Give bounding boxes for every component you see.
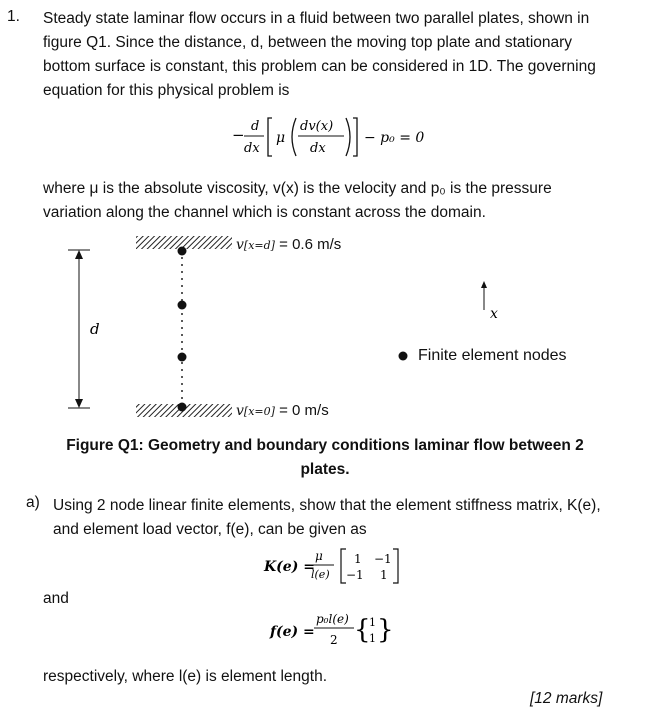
fe-node-2 — [178, 301, 187, 310]
closing-sentence: respectively, where l(e) is element length. — [43, 668, 328, 685]
stiffness-m12: −1 — [374, 552, 392, 566]
eq-mu: μ — [276, 130, 286, 146]
load-v1: 1 — [369, 616, 376, 629]
and-word: and — [43, 590, 69, 607]
load-frac-num: p₀l(e) — [316, 612, 349, 626]
load-brace-open: { — [354, 615, 371, 645]
stiffness-frac-den: l(e) — [311, 568, 330, 581]
part-a-label: a) — [26, 494, 40, 511]
part-a-text: Using 2 node linear finite elements, show that the element stiffness matrix, K(e), and element load vector, f(e), can be given as — [53, 497, 601, 538]
legend-label: Finite element nodes — [418, 347, 567, 364]
top-boundary-condition: v[x=d] = 0.6 m/s — [236, 236, 342, 253]
figure-caption-line2: plates. — [300, 461, 350, 478]
figure-caption-line1: Figure Q1: Geometry and boundary conditions laminar flow between 2 — [66, 437, 584, 454]
load-lhs: f(e) = — [270, 624, 315, 640]
load-brace-close: } — [377, 615, 394, 645]
bottom-boundary-condition: v[x=0] = 0 m/s — [236, 402, 329, 419]
definitions-paragraph: where μ is the absolute viscosity, v(x) is the velocity and p₀ is the pressure variation along the channel which is constant across the domain. — [43, 180, 552, 221]
x-axis-arrow-icon — [481, 281, 487, 288]
stiffness-equation — [262, 545, 412, 587]
figure-q1 — [60, 228, 620, 428]
fe-node-3 — [178, 353, 187, 362]
x-axis-label: x — [490, 306, 498, 322]
dimension-arrow-down-icon — [75, 399, 83, 408]
load-equation — [268, 606, 408, 652]
stiffness-frac-num: μ — [315, 549, 323, 563]
governing-equation-render — [230, 112, 430, 164]
governing-equation — [230, 112, 430, 162]
load-v2: 1 — [369, 632, 376, 645]
question-number: 1. — [7, 8, 20, 25]
stiffness-m11: 1 — [354, 552, 362, 566]
load-frac-den: 2 — [330, 633, 338, 647]
dimension-label: d — [90, 320, 100, 338]
eq-inner-den: dx — [310, 141, 326, 156]
intro-paragraph: Steady state laminar flow occurs in a fluid between two parallel plates, shown in figure Q1. Since the distance, d, between the moving top plate and stationary bottom surface is constant, this problem can be considered in 1D. The governing equation for this physical problem is — [43, 10, 596, 99]
stiffness-m22: 1 — [380, 568, 388, 582]
stiffness-m21: −1 — [346, 568, 364, 582]
eq-inner-num: dv(x) — [300, 119, 334, 134]
dimension-arrow-up-icon — [75, 250, 83, 259]
eq-lead-minus: − — [232, 126, 245, 144]
fe-node-bottom — [178, 403, 187, 412]
stiffness-lhs: K(e) = — [264, 559, 315, 575]
legend-node-icon — [399, 352, 408, 361]
eq-outer-den: dx — [244, 141, 260, 156]
eq-tail: − p₀ = 0 — [364, 130, 425, 146]
fe-node-top — [178, 247, 187, 256]
eq-outer-num: d — [251, 119, 260, 134]
marks-label: [12 marks] — [530, 690, 603, 707]
